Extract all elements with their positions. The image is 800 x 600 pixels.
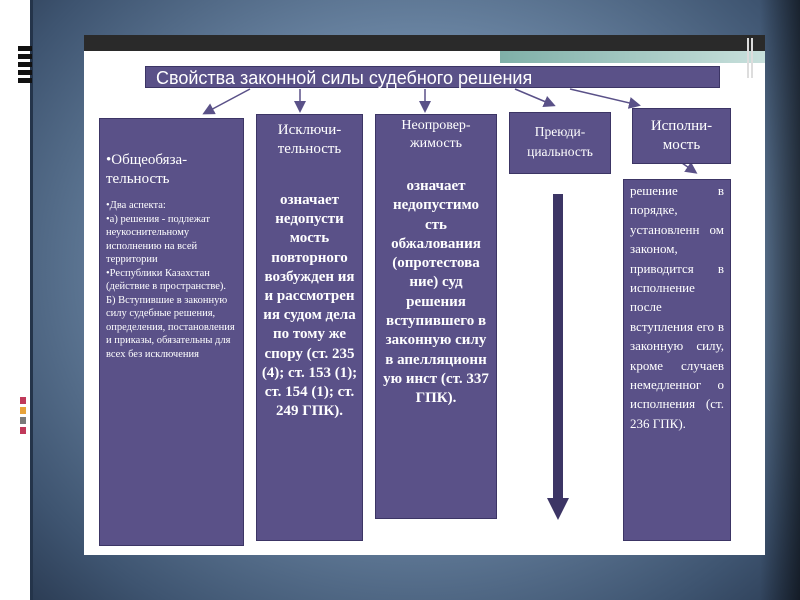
column-exclusivity [256, 114, 363, 541]
column-obligatory-body: •Два аспекта: •а) решения - подлежат неукоснительному исполнению на всей территории •Республики Казахстан (действие в пространстве). Б) Вступившие в законную силу судебные решения, определения, постановления и приказы, обязательны для всех без исключения [106, 200, 235, 360]
column-irrefutability-body: означает недопустимо сть обжалования (опротестова ние) суд решения вступившего в законную силу в апелляционн ую инст (ст. 337 ГПК). [383, 178, 489, 407]
column-exclusivity-heading: Исключи- тельность [277, 122, 342, 157]
slide-title: Свойства законной силы судебного решения [145, 66, 720, 88]
column-exclusivity-body: означает недопусти мость повторного возбужден ия и рассмотрен ия судом дела по тому же спору (ст. 235 (4); ст. 153 (1); ст. 154 (1); ст. 249 ГПК). [261, 192, 358, 420]
prejudicial-down-arrow [547, 194, 569, 520]
column-obligatory-heading: •Общеобяза- тельность [106, 152, 188, 187]
arrow-to-col5 [570, 89, 638, 105]
arrow-to-col4 [515, 89, 553, 105]
column-enforceability-heading: Исполни- мость [632, 108, 731, 164]
column-irrefutability [375, 114, 497, 519]
arrow-to-col1 [205, 89, 250, 113]
column-irrefutability-heading: Неопровер- жимость [401, 118, 471, 151]
arrow-col5-down [682, 163, 695, 172]
column-enforceability-body-box [623, 179, 731, 541]
column-obligatory [99, 118, 244, 546]
column-prejudicial-heading: Преюди- циальность [509, 112, 611, 174]
column-enforceability-body: решение в порядке, установленн ом законом, приводится в исполнение после вступления его в законную силу, кроме случаев немедленног о исполнения (ст. 236 ГПК). [630, 183, 724, 431]
